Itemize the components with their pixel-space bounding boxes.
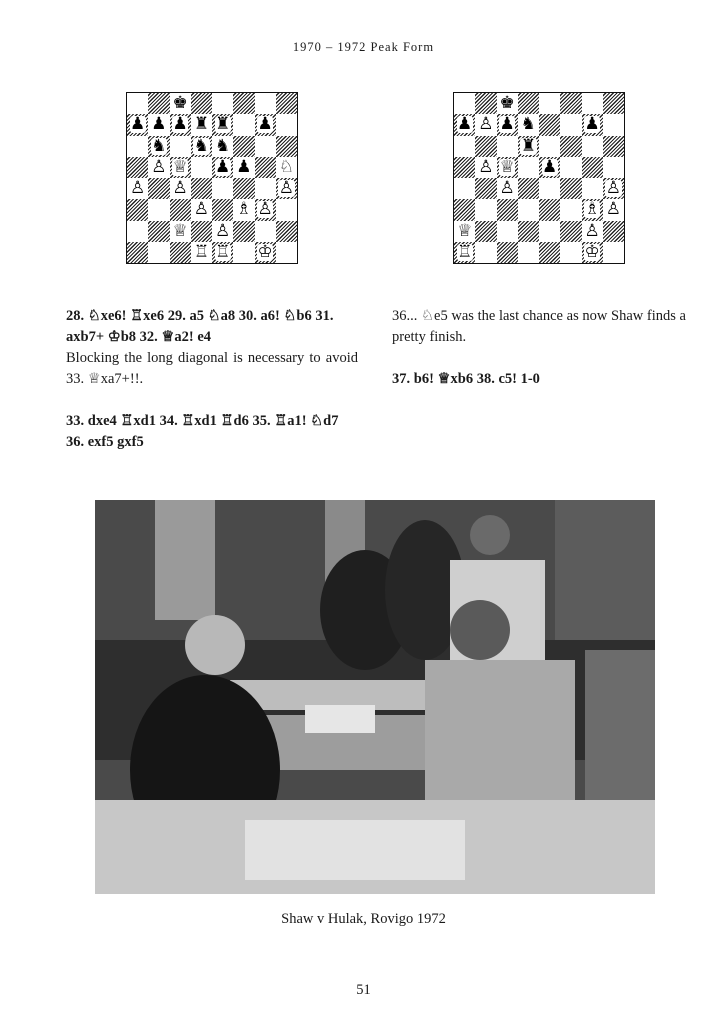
white-pawn-icon: ♙ xyxy=(130,178,146,199)
board-square xyxy=(276,114,297,135)
board-square xyxy=(127,178,148,199)
board-square xyxy=(518,157,539,178)
board-square xyxy=(127,136,148,157)
black-pawn-icon: ♟ xyxy=(215,156,231,177)
annotation-text: Blocking the long diagonal is necessary to avoid 33. ♕xa7+!!. xyxy=(66,350,358,387)
board-square xyxy=(497,178,518,199)
board-square xyxy=(603,157,624,178)
board-square xyxy=(560,136,581,157)
board-square xyxy=(255,242,276,263)
board-square xyxy=(191,199,212,220)
white-queen-icon: ♕ xyxy=(172,220,188,241)
board-square xyxy=(255,157,276,178)
board-square xyxy=(603,199,624,220)
board-square xyxy=(233,136,254,157)
white-pawn-icon: ♙ xyxy=(478,156,494,177)
black-rook-icon: ♜ xyxy=(215,114,231,135)
board-square xyxy=(255,221,276,242)
black-pawn-icon: ♟ xyxy=(130,114,146,135)
left-column xyxy=(66,306,358,453)
chess-diagram-left xyxy=(126,92,298,264)
board-square xyxy=(212,93,233,114)
running-head: 1970 – 1972 Peak Form xyxy=(292,40,435,54)
board-square xyxy=(233,114,254,135)
board-square xyxy=(582,114,603,135)
board-square xyxy=(475,136,496,157)
board-square xyxy=(454,221,475,242)
board-square xyxy=(212,242,233,263)
white-king-icon: ♔ xyxy=(584,241,600,262)
board-square xyxy=(170,242,191,263)
white-pawn-icon: ♙ xyxy=(605,199,621,220)
board-square xyxy=(233,221,254,242)
board-square xyxy=(582,93,603,114)
board-square xyxy=(127,114,148,135)
white-pawn-icon: ♙ xyxy=(257,199,273,220)
board-square xyxy=(276,199,297,220)
board-square xyxy=(276,157,297,178)
board-square xyxy=(497,136,518,157)
board-square xyxy=(475,242,496,263)
board-square xyxy=(170,199,191,220)
white-rook-icon: ♖ xyxy=(193,241,209,262)
board-square xyxy=(518,136,539,157)
board-square xyxy=(539,242,560,263)
board-square xyxy=(191,221,212,242)
board-square xyxy=(148,93,169,114)
board-square xyxy=(497,93,518,114)
board-square xyxy=(518,242,539,263)
board-square xyxy=(191,178,212,199)
black-knight-icon: ♞ xyxy=(215,135,231,156)
white-bishop-icon: ♗ xyxy=(584,199,600,220)
board-square xyxy=(233,242,254,263)
board-square xyxy=(212,178,233,199)
board-square xyxy=(233,199,254,220)
board-square xyxy=(212,221,233,242)
board-square xyxy=(170,221,191,242)
black-rook-icon: ♜ xyxy=(193,114,209,135)
board-square xyxy=(191,114,212,135)
white-queen-icon: ♕ xyxy=(457,220,473,241)
white-knight-icon: ♘ xyxy=(278,156,294,177)
board-square xyxy=(170,178,191,199)
board-square xyxy=(148,157,169,178)
board-square xyxy=(582,199,603,220)
board-square xyxy=(212,157,233,178)
right-column xyxy=(392,306,686,390)
board-square xyxy=(212,199,233,220)
board-square xyxy=(148,178,169,199)
white-queen-icon: ♕ xyxy=(172,156,188,177)
board-square xyxy=(603,242,624,263)
move-text: 28. ♘xe6! ♖xe6 29. a5 ♘a8 30. a6! ♘b6 31. axb7+ ♔b8 32. ♕a2! e4 xyxy=(66,308,334,345)
board-square xyxy=(539,136,560,157)
board-square xyxy=(518,221,539,242)
board-square xyxy=(603,93,624,114)
board-square xyxy=(276,178,297,199)
board-square xyxy=(276,93,297,114)
white-rook-icon: ♖ xyxy=(457,241,473,262)
board-square xyxy=(127,221,148,242)
white-queen-icon: ♕ xyxy=(499,156,515,177)
board-square xyxy=(170,157,191,178)
board-square xyxy=(276,242,297,263)
board-square xyxy=(148,221,169,242)
board-square xyxy=(539,114,560,135)
board-square xyxy=(560,242,581,263)
board-square xyxy=(539,221,560,242)
board-square xyxy=(255,114,276,135)
board-square xyxy=(212,114,233,135)
board-square xyxy=(518,178,539,199)
black-knight-icon: ♞ xyxy=(520,114,536,135)
board-square xyxy=(276,136,297,157)
board-square xyxy=(454,178,475,199)
board-square xyxy=(539,178,560,199)
board-square xyxy=(127,93,148,114)
board-square xyxy=(582,178,603,199)
board-square xyxy=(475,178,496,199)
black-pawn-icon: ♟ xyxy=(542,156,558,177)
black-pawn-icon: ♟ xyxy=(457,114,473,135)
white-pawn-icon: ♙ xyxy=(605,178,621,199)
board-square xyxy=(233,157,254,178)
board-square xyxy=(127,199,148,220)
black-king-icon: ♚ xyxy=(172,93,188,114)
board-square xyxy=(255,93,276,114)
move-text: 33. dxe4 ♖xd1 34. ♖xd1 ♖d6 35. ♖a1! ♘d7 36. exf5 gxf5 xyxy=(66,413,339,450)
board-square xyxy=(603,136,624,157)
board-square xyxy=(497,199,518,220)
tournament-photo xyxy=(95,500,655,894)
board-square xyxy=(497,157,518,178)
white-pawn-icon: ♙ xyxy=(172,178,188,199)
board-square xyxy=(475,157,496,178)
board-square xyxy=(539,199,560,220)
board-square xyxy=(518,93,539,114)
board-square xyxy=(255,178,276,199)
board-square xyxy=(454,157,475,178)
black-knight-icon: ♞ xyxy=(151,135,167,156)
board-square xyxy=(475,221,496,242)
chess-diagram-right xyxy=(453,92,625,264)
white-rook-icon: ♖ xyxy=(215,241,231,262)
board-square xyxy=(603,178,624,199)
board-square xyxy=(475,114,496,135)
board-square xyxy=(582,221,603,242)
board-square xyxy=(127,242,148,263)
white-pawn-icon: ♙ xyxy=(478,114,494,135)
board-square xyxy=(539,157,560,178)
board-square xyxy=(497,114,518,135)
board-square xyxy=(233,93,254,114)
board-square xyxy=(560,114,581,135)
black-pawn-icon: ♟ xyxy=(172,114,188,135)
board-square xyxy=(582,136,603,157)
board-square xyxy=(170,93,191,114)
black-rook-icon: ♜ xyxy=(520,135,536,156)
board-square xyxy=(518,114,539,135)
board-square xyxy=(603,114,624,135)
black-knight-icon: ♞ xyxy=(193,135,209,156)
board-square xyxy=(454,199,475,220)
board-square xyxy=(539,93,560,114)
board-square xyxy=(560,221,581,242)
board-square xyxy=(475,93,496,114)
board-square xyxy=(191,93,212,114)
board-square xyxy=(148,199,169,220)
board-square xyxy=(233,178,254,199)
board-square xyxy=(560,157,581,178)
black-pawn-icon: ♟ xyxy=(257,114,273,135)
black-pawn-icon: ♟ xyxy=(499,114,515,135)
board-square xyxy=(582,242,603,263)
board-square xyxy=(127,157,148,178)
board-square xyxy=(497,221,518,242)
move-text: 37. b6! ♕xb6 38. c5! 1-0 xyxy=(392,371,540,387)
photo-caption: Shaw v Hulak, Rovigo 1972 xyxy=(281,911,446,927)
board-square xyxy=(212,136,233,157)
white-pawn-icon: ♙ xyxy=(499,178,515,199)
annotation-text: 36... ♘e5 was the last chance as now Shaw finds a pretty finish. xyxy=(392,308,686,345)
white-pawn-icon: ♙ xyxy=(278,178,294,199)
board-square xyxy=(454,114,475,135)
black-pawn-icon: ♟ xyxy=(236,156,252,177)
black-king-icon: ♚ xyxy=(499,93,515,114)
board-square xyxy=(191,157,212,178)
board-square xyxy=(276,221,297,242)
white-king-icon: ♔ xyxy=(257,241,273,262)
board-square xyxy=(191,242,212,263)
white-pawn-icon: ♙ xyxy=(151,156,167,177)
page-number: 51 xyxy=(356,982,371,998)
board-square xyxy=(454,136,475,157)
board-square xyxy=(560,178,581,199)
board-square xyxy=(454,242,475,263)
board-square xyxy=(170,114,191,135)
black-pawn-icon: ♟ xyxy=(151,114,167,135)
board-square xyxy=(148,242,169,263)
white-pawn-icon: ♙ xyxy=(215,220,231,241)
board-square xyxy=(560,199,581,220)
board-square xyxy=(518,199,539,220)
board-square xyxy=(148,114,169,135)
board-square xyxy=(560,93,581,114)
board-square xyxy=(255,136,276,157)
white-pawn-icon: ♙ xyxy=(584,220,600,241)
white-bishop-icon: ♗ xyxy=(236,199,252,220)
black-pawn-icon: ♟ xyxy=(584,114,600,135)
board-square xyxy=(582,157,603,178)
board-square xyxy=(191,136,212,157)
white-pawn-icon: ♙ xyxy=(193,199,209,220)
board-square xyxy=(170,136,191,157)
board-square xyxy=(454,93,475,114)
board-square xyxy=(497,242,518,263)
board-square xyxy=(603,221,624,242)
board-square xyxy=(148,136,169,157)
board-square xyxy=(475,199,496,220)
board-square xyxy=(255,199,276,220)
